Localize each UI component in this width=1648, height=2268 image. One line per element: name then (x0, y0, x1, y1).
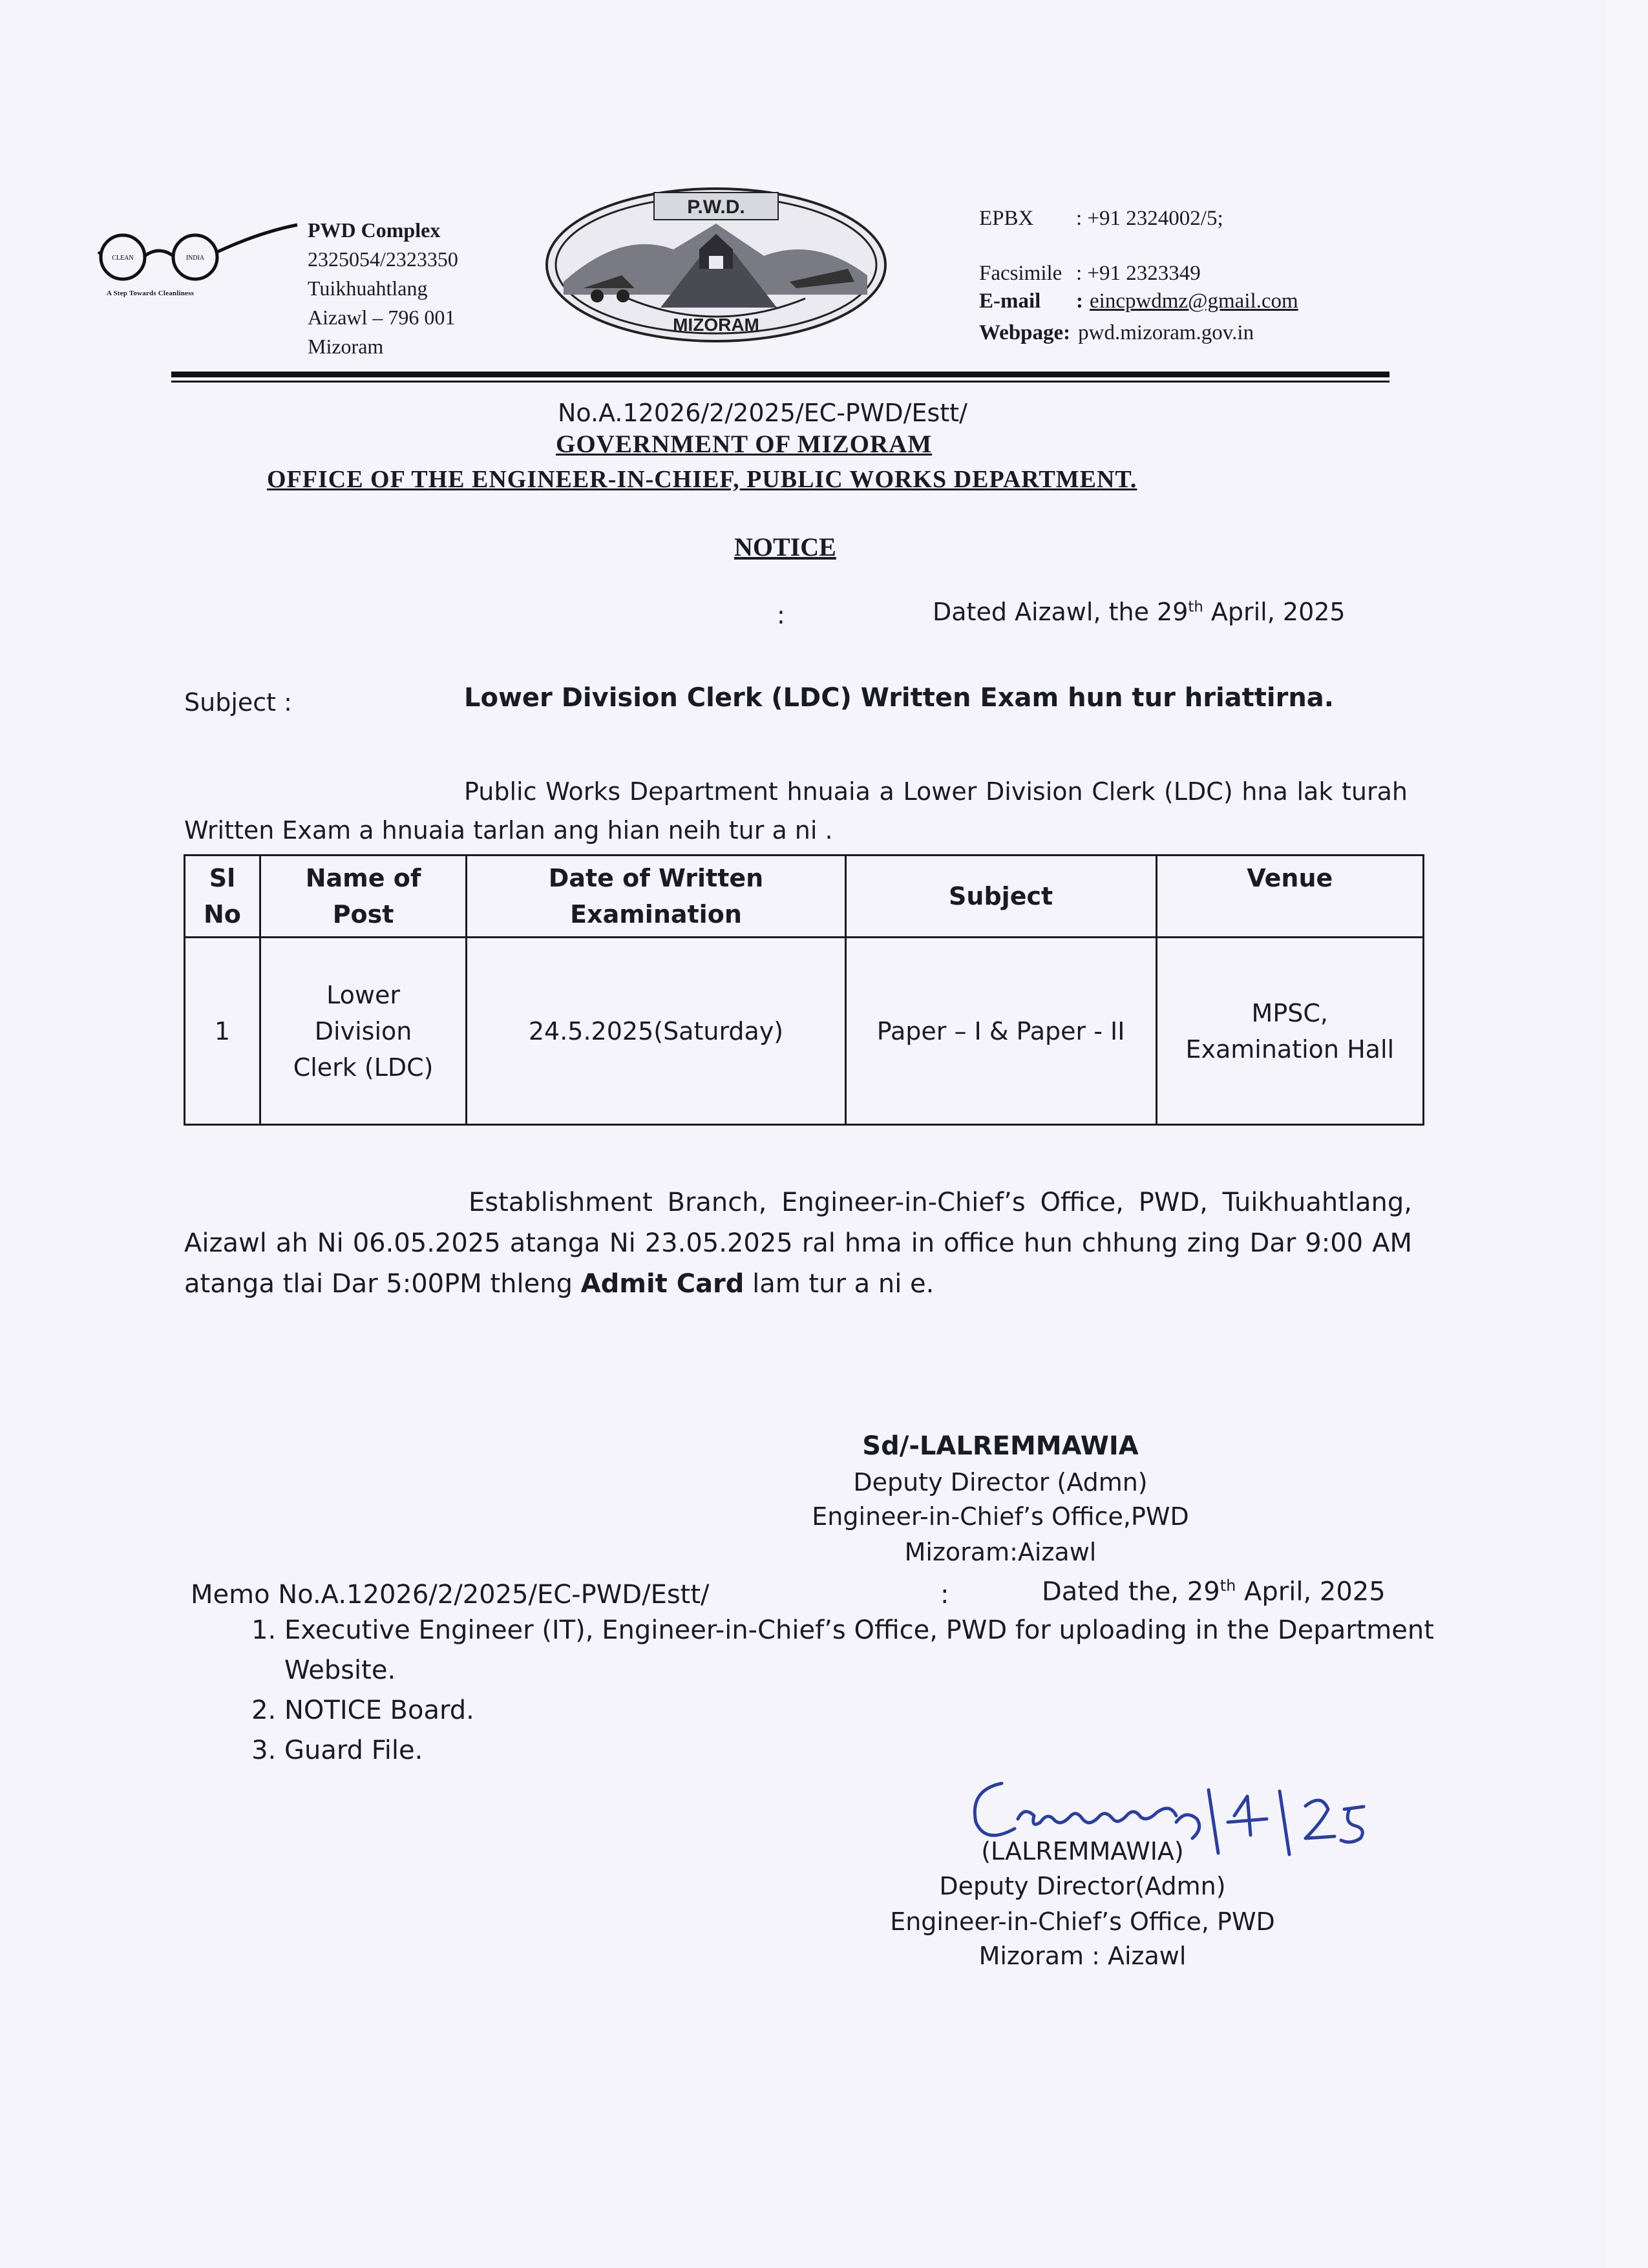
admit-card-paragraph: Establishment Branch, Engineer-in-Chief’s Office, PWD, Tuikhuahtlang, Aizawl ah Ni 06.05.2025 atanga Ni 23.05.2025 ral hma in office hun chhung zing Dar 9:00 AM atanga tlai Dar 5:00PM thleng Admit Card lam tur a ni e. (184, 1188, 1412, 1299)
dated-colon: : (777, 601, 785, 629)
subject-label: Subject : (184, 688, 292, 717)
epbx-row (979, 207, 1223, 231)
swachh-tagline: A Step Towards Cleanliness (107, 289, 195, 297)
memo-reference: Memo No.A.12026/2/2025/EC-PWD/Estt/ (191, 1580, 710, 1610)
intro-paragraph: Public Works Department hnuaia a Lower Division Clerk (LDC) hna lak turah Written Exam a hnuaia tarlan ang hian neih tur a ni . (184, 777, 1408, 845)
logo-india-text: INDIA (185, 255, 205, 262)
letterhead-rule-thin (171, 381, 1389, 383)
address-line-3: Tuikhuahtlang (308, 277, 428, 300)
signatory-place-2: Mizoram : Aizawl (978, 1942, 1187, 1970)
table-row (185, 938, 1424, 1125)
list-item: 3. Guard File. (284, 1730, 1448, 1770)
cell-subject: Paper – I & Paper - II (845, 938, 1156, 1125)
header-post: Name of Post (260, 856, 466, 938)
email-link[interactable]: eincpwdmz@gmail.com (1090, 289, 1298, 313)
notice-title: NOTICE (734, 532, 836, 562)
signatory-place: Mizoram:Aizawl (904, 1538, 1097, 1566)
web-label: Webpage: (979, 321, 1071, 344)
signatory-office-2: Engineer-in-Chief’s Office, PWD (890, 1907, 1275, 1936)
web-link[interactable]: pwd.mizoram.gov.in (1078, 321, 1254, 344)
email-label: E-mail (979, 289, 1041, 313)
email-colon: : (1076, 289, 1083, 313)
emblem-bottom-text: MIZORAM (673, 315, 759, 335)
subject-text: Lower Division Clerk (LDC) Written Exam hun tur hriattirna. (464, 683, 1334, 713)
web-row (979, 321, 1254, 345)
header-date: Date of Written Examination (467, 856, 845, 938)
signatory-name: (LALREMMAWIA) (981, 1837, 1184, 1865)
header-sl-no: Sl No (185, 856, 260, 938)
cell-venue: MPSC, Examination Hall (1156, 938, 1423, 1125)
cell-date: 24.5.2025(Saturday) (467, 938, 845, 1125)
memo-date: Dated the, 29th April, 2025 (1042, 1577, 1386, 1607)
fax-label: Facsimile (979, 262, 1062, 285)
scan-margin (1606, 0, 1648, 2268)
epbx-value: : +91 2324002/5; (1076, 207, 1223, 230)
signatory-designation: Deputy Director (Admn) (853, 1468, 1148, 1496)
header-venue: Venue (1156, 856, 1423, 938)
copy-to-list (239, 1610, 1448, 1770)
list-item: 2. NOTICE Board. (284, 1690, 1448, 1730)
epbx-label: EPBX (979, 207, 1034, 230)
address-line-1: PWD Complex (308, 218, 441, 242)
cell-post: Lower Division Clerk (LDC) (260, 938, 466, 1125)
address-line-2: 2325054/2323350 (308, 247, 458, 271)
address-line-4: Aizawl – 796 001 (308, 306, 456, 329)
signatory-office: Engineer-in-Chief’s Office,PWD (812, 1502, 1189, 1531)
memo-colon: : (940, 1580, 949, 1610)
office-heading: OFFICE OF THE ENGINEER-IN-CHIEF, PUBLIC WORKS DEPARTMENT. (267, 466, 1137, 493)
email-row (979, 289, 1298, 313)
exam-schedule-table (184, 854, 1424, 1126)
table-header-row (185, 856, 1424, 938)
signatory-designation-2: Deputy Director(Admn) (939, 1872, 1226, 1900)
letterhead-rule-thick (171, 372, 1389, 377)
admit-card-emphasis: Admit Card (580, 1269, 745, 1299)
notice-date: Dated Aizawl, the 29th April, 2025 (933, 598, 1346, 626)
sd-signatory: Sd/-LALREMMAWIA (862, 1431, 1139, 1461)
office-address (308, 216, 458, 361)
government-heading: GOVERNMENT OF MIZORAM (556, 430, 933, 458)
address-line-5: Mizoram (308, 335, 384, 358)
pwd-mizoram-emblem (544, 185, 888, 345)
reference-number: No.A.12026/2/2025/EC-PWD/Estt/ (558, 399, 967, 427)
cell-sl: 1 (185, 938, 260, 1125)
logo-clean-text: CLEAN (112, 255, 134, 262)
list-item: 1. Executive Engineer (IT), Engineer-in-Chief’s Office, PWD for uploading in the Department Website. (284, 1610, 1448, 1690)
header-subject: Subject (845, 856, 1156, 938)
fax-row (979, 262, 1201, 286)
fax-value: : +91 2323349 (1076, 262, 1201, 285)
emblem-top-text: P.W.D. (687, 196, 745, 218)
